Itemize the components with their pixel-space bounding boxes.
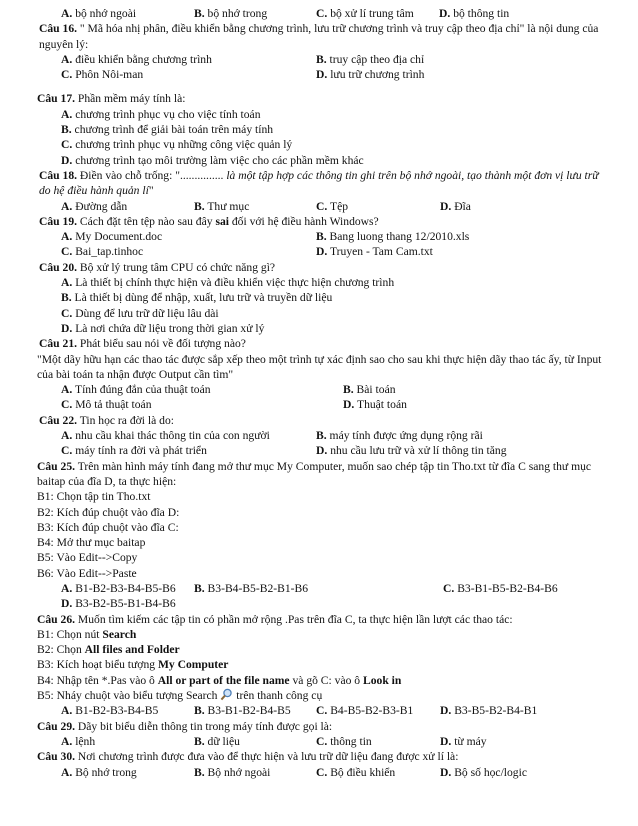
q25-step: B1: Chọn tập tin Tho.txt xyxy=(37,490,151,504)
q22-option-a: A. nhu cầu khai thác thông tin của con người xyxy=(61,429,270,443)
q22-option-c: C. máy tính ra đời và phát triển xyxy=(61,444,207,458)
q21-options-row1 xyxy=(37,382,608,397)
q21-option-b: B. Bài toán xyxy=(343,383,396,397)
q16-option-c: C. Phôn Nôi-man xyxy=(61,68,144,82)
q26-step-3: B3: Kích hoạt biểu tượng My Computer xyxy=(37,658,229,672)
q18-option-d: D. Đĩa xyxy=(440,199,471,213)
q17-option-d: D. chương trình tạo môi trường làm việc cho các phần mềm khác xyxy=(61,153,364,167)
q18-option-b: B. Thư mục xyxy=(194,199,250,213)
q16-options-row2 xyxy=(37,67,608,82)
q30-option-d: D. Bộ số học/logic xyxy=(440,765,527,779)
q21-stem: Câu 21. Phát biểu sau nói về đối tượng nào? xyxy=(39,337,246,351)
q22-options-row2 xyxy=(37,443,608,458)
q25-step: B2: Kích đúp chuột vào đĩa D: xyxy=(37,505,180,519)
q25-option-d: D. B3-B2-B5-B1-B4-B6 xyxy=(61,597,176,611)
q21-option-a: A. Tính đúng đắn của thuật toán xyxy=(61,383,211,397)
q25-step: B3: Kích đúp chuột vào đĩa C: xyxy=(37,520,179,534)
q30-option-a: A. Bộ nhớ trong xyxy=(61,765,137,779)
q29-option-d: D. từ máy xyxy=(440,734,487,748)
q25-option-a: A. B1-B2-B3-B4-B5-B6 xyxy=(61,581,176,595)
q30-option-b: B. Bộ nhớ ngoài xyxy=(194,765,271,779)
q25-step: B6: Vào Edit-->Paste xyxy=(37,566,137,580)
q16-options-row1 xyxy=(37,52,608,67)
q26-options xyxy=(37,703,608,718)
q17-option-c: C. chương trình phục vụ những công việc quản lý xyxy=(61,138,293,152)
q26-step-4: B4: Nhập tên *.Pas vào ô All or part of the file name và gõ C: vào ô Look in xyxy=(37,673,402,687)
q16-option-b: B. truy cập theo địa chỉ xyxy=(316,52,425,66)
q20-option-b: B. Là thiết bị dùng để nhập, xuất, lưu trữ và truyền dữ liệu xyxy=(61,291,333,305)
q26-option-d: D. B3-B5-B2-B4-B1 xyxy=(440,704,538,718)
q22-stem: Câu 22. Tin học ra đời là do: xyxy=(39,413,174,427)
q18-option-a: A. Đường dẫn xyxy=(61,199,128,213)
q18-option-c: C. Tệp xyxy=(316,199,349,213)
q15-option-b: B. bộ nhớ trong xyxy=(194,7,268,20)
q25-stem: Câu 25. Trên màn hình máy tính đang mở thư mục My Computer, muốn sao chép tập tin Tho.txt từ đĩa C sang thư mục baitap của đĩa D, ta thực hiện: xyxy=(37,459,592,488)
q19-options-row2 xyxy=(37,244,608,259)
q19-option-a: A. My Document.doc xyxy=(61,230,163,244)
q17-option-b: B. chương trình để giải bài toán trên máy tính xyxy=(61,123,274,137)
q25-options-row2 xyxy=(37,596,608,611)
q25-step: B4: Mở thư mục baitap xyxy=(37,536,146,550)
q20-option-d: D. Là nơi chứa dữ liệu trong thời gian xử lý xyxy=(61,321,265,335)
q29-option-c: C. thông tin xyxy=(316,734,372,748)
q15-option-c: C. bộ xử lí trung tâm xyxy=(316,7,414,20)
q21-quote: "Một dãy hữu hạn các thao tác được sắp xếp theo một trình tự xác định sao cho sau khi thực hiện dãy thao tác ấy, từ Input của bài toán ta nhận được Output cần tìm" xyxy=(37,352,602,381)
q25-option-c: C. B3-B1-B5-B2-B4-B6 xyxy=(443,581,558,595)
q17-stem: Câu 17. Phần mềm máy tính là: xyxy=(37,92,186,106)
q29-options xyxy=(37,734,608,749)
search-icon xyxy=(220,688,233,701)
q30-options xyxy=(37,765,608,780)
q26-step-5: B5: Nháy chuột vào biểu tượng Search trên thanh công cụ xyxy=(37,689,323,703)
q20-option-c: C. Dùng để lưu trữ dữ liệu lâu dài xyxy=(61,306,219,320)
q26-step-1: B1: Chọn nút Search xyxy=(37,627,137,641)
q25-options-row1 xyxy=(37,581,608,596)
q19-option-c: C. Bai_tap.tinhoc xyxy=(61,245,144,259)
q29-stem: Câu 29. Dãy bit biểu diễn thông tin trong máy tính được gọi là: xyxy=(37,719,333,733)
q16-option-a: A. điều khiển bằng chương trình xyxy=(61,52,212,66)
q19-stem: Câu 19. Cách đặt tên tệp nào sau đây sai đối với hệ điều hành Windows? xyxy=(39,214,379,228)
q30-option-c: C. Bộ điều khiển xyxy=(316,765,396,779)
q30-stem: Câu 30. Nơi chương trình được đưa vào để thực hiện và lưu trữ dữ liệu đang được xử lí là: xyxy=(37,750,459,764)
q26-option-c: C. B4-B5-B2-B3-B1 xyxy=(316,704,414,718)
q21-option-d: D. Thuật toán xyxy=(343,398,407,412)
q26-stem: Câu 26. Muốn tìm kiếm các tập tin có phần mở rộng .Pas trên đĩa C, ta thực hiện lần lượt các thao tác: xyxy=(37,612,513,626)
q22-option-d: D. nhu cầu lưu trữ và xử lí thông tin tăng xyxy=(316,444,507,458)
q22-options-row1 xyxy=(37,428,608,443)
q22-option-b: B. máy tính được ứng dụng rộng rãi xyxy=(316,429,483,443)
q18-stem: Câu 18. Điền vào chỗ trống: "............... là một tập hợp các thông tin ghi trên bộ nhớ ngoài, tạo thành một đơn vị lưu trữ do hệ điều hành quản lí" xyxy=(39,168,599,198)
q19-option-d: D. Truyen - Tam Cam.txt xyxy=(316,245,433,259)
q20-option-a: A. Là thiết bị chính thực hiện và điều khiển việc thực hiện chương trình xyxy=(61,276,395,290)
q25-step: B5: Vào Edit-->Copy xyxy=(37,551,138,565)
q26-step-2: B2: Chọn All files and Folder xyxy=(37,643,180,657)
q18-options xyxy=(37,199,608,214)
q19-options-row1 xyxy=(37,229,608,244)
q19-option-b: B. Bang luong thang 12/2010.xls xyxy=(316,230,470,244)
q17-option-a: A. chương trình phục vụ cho việc tính toán xyxy=(61,107,261,121)
q21-options-row2 xyxy=(37,397,608,412)
q20-stem: Câu 20. Bộ xử lý trung tâm CPU có chức năng gì? xyxy=(39,260,276,274)
q16-stem: Câu 16. " Mã hóa nhị phân, điều khiển bằng chương trình, lưu trữ chương trình và truy cập theo địa chỉ" là nội dung của nguyên lý: xyxy=(39,22,599,51)
q26-option-a: A. B1-B2-B3-B4-B5 xyxy=(61,704,159,718)
q16-option-d: D. lưu trữ chương trình xyxy=(316,68,425,82)
q15-options xyxy=(37,6,608,21)
q29-option-b: B. dữ liệu xyxy=(194,734,240,748)
q25-option-b: B. B3-B4-B5-B2-B1-B6 xyxy=(194,581,309,595)
q26-option-b: B. B3-B1-B2-B4-B5 xyxy=(194,704,291,718)
q15-option-a: A. bộ nhớ ngoài xyxy=(61,7,137,20)
q15-option-d: D. bộ thông tin xyxy=(439,7,510,20)
q29-option-a: A. lệnh xyxy=(61,734,96,748)
q21-option-c: C. Mô tả thuật toán xyxy=(61,398,152,412)
